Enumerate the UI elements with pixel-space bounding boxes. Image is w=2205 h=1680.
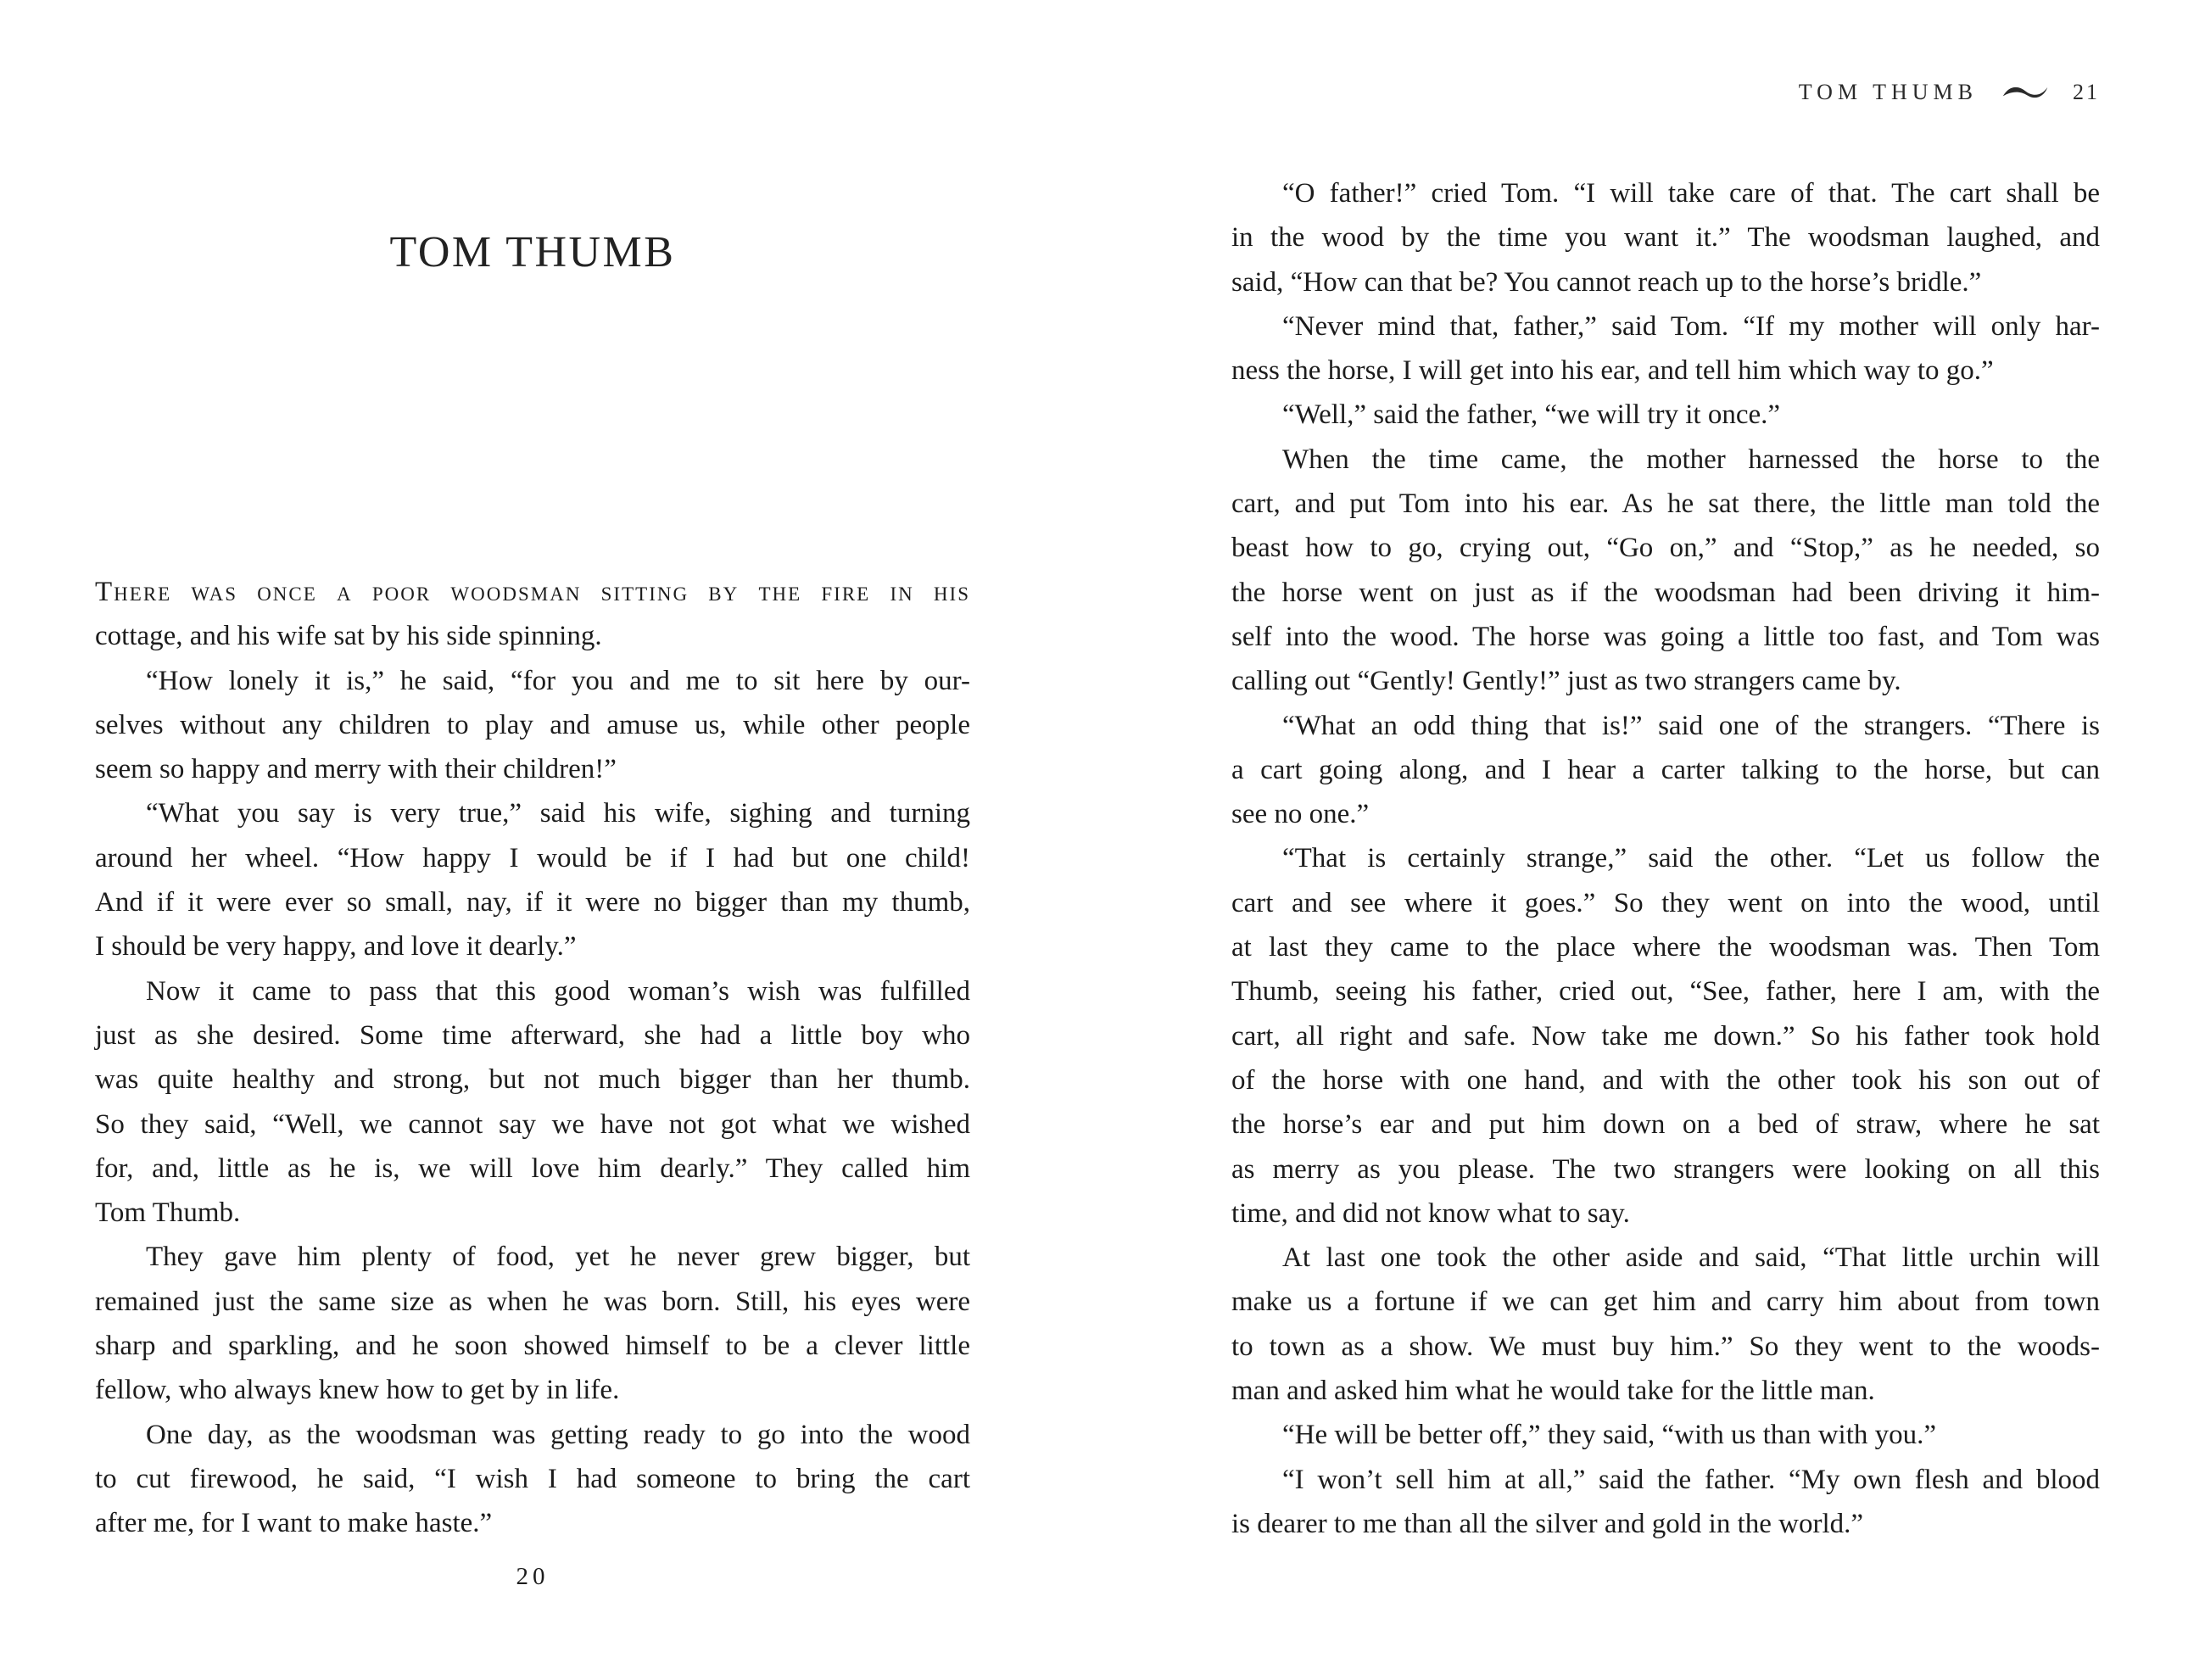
text-line: said, “How can that be? You cannot reach up to the horse’s bridle.” — [1231, 266, 1982, 298]
text-line: cart, and put Tom into his ear. As he sat there, the little man told the — [1231, 488, 2100, 520]
text-line: make us a fortune if we can get him and carry him about from town — [1231, 1287, 2100, 1318]
text-line: the horse’s ear and put him down on a bed of straw, where he sat — [1231, 1109, 2100, 1141]
text-line: “O father!” cried Tom. “I will take care of that. The cart shall be — [1282, 178, 2100, 209]
text-line: At last one took the other aside and said, “That little urchin will — [1282, 1242, 2100, 1274]
text-line: remained just the same size as when he was born. Still, his eyes were — [95, 1286, 970, 1317]
right-page-number: 21 — [2073, 80, 2100, 104]
text-line: in the wood by the time you want it.” The woodsman laughed, and — [1231, 222, 2100, 254]
left-page-number: 20 — [516, 1563, 550, 1590]
text-line: around her wheel. “How happy I would be if I had but one child! — [95, 842, 970, 873]
text-line: Tom Thumb. — [95, 1197, 241, 1229]
text-line: “That is certainly strange,” said the other. “Let us follow the — [1282, 843, 2100, 874]
text-line: sharp and sparkling, and he soon showed himself to be a clever little — [95, 1331, 970, 1362]
text-line: a cart going along, and I hear a carter talking to the horse, but can — [1231, 754, 2100, 785]
page-left — [0, 0, 1102, 1680]
text-line: “How lonely it is,” he said, “for you and me to sit here by our- — [146, 665, 970, 696]
running-title: TOM THUMB — [1798, 80, 1978, 104]
text-line: “He will be better off,” they said, “with us than with you.” — [1282, 1420, 1937, 1451]
page-right — [1102, 0, 2205, 1680]
text-line: They gave him plenty of food, yet he never grew bigger, but — [146, 1242, 970, 1273]
text-line: was quite healthy and strong, but not much bigger than her thumb. — [95, 1064, 970, 1096]
text-line: man and asked him what he would take for the little man. — [1231, 1376, 1875, 1407]
text-line: just as she desired. Some time afterward, she had a little boy who — [95, 1019, 970, 1051]
text-line: time, and did not know what to say. — [1231, 1197, 1630, 1229]
text-line: cart, all right and safe. Now take me down.” So his father took hold — [1231, 1020, 2100, 1052]
text-line: “I won’t sell him at all,” said the father. “My own flesh and blood — [1282, 1464, 2100, 1495]
text-line: as merry as you please. The two strangers were looking on all this — [1231, 1153, 2100, 1185]
text-line: Now it came to pass that this good woman’s wish was fulfilled — [146, 975, 970, 1007]
text-line: selves without any children to play and amuse us, while other people — [95, 709, 970, 740]
text-line: seem so happy and merry with their children!” — [95, 754, 617, 785]
chapter-title: TOM THUMB — [389, 228, 676, 276]
text-line: at last they came to the place where the woodsman was. Then Tom — [1231, 932, 2100, 963]
left-page-text — [95, 570, 970, 1546]
text-line: see no one.” — [1231, 799, 1370, 830]
text-line: cart and see where it goes.” So they went on into the wood, until — [1231, 887, 2100, 918]
text-line: One day, as the woodsman was getting ready to go into the wood — [146, 1419, 970, 1450]
text-line: fellow, who always knew how to get by in life. — [95, 1375, 620, 1406]
text-line: “What you say is very true,” said his wife, sighing and turning — [146, 798, 970, 829]
text-line: is dearer to me than all the silver and gold in the world.” — [1231, 1508, 1864, 1539]
text-line: And if it were ever so small, nay, if it were no bigger than my thumb, — [95, 887, 970, 918]
text-line: for, and, little as he is, we will love him dearly.” They called him — [95, 1153, 970, 1184]
text-line: “Never mind that, father,” said Tom. “If my mother will only har- — [1282, 310, 2100, 342]
text-line: Thumb, seeing his father, cried out, “See, father, here I am, with the — [1231, 976, 2100, 1007]
text-line: the horse went on just as if the woodsman had been driving it him- — [1231, 577, 2100, 608]
swash-ornament-icon — [2001, 84, 2049, 101]
text-line: “Well,” said the father, “we will try it once.” — [1282, 399, 1781, 431]
right-page-text — [1231, 171, 2100, 1546]
text-line: When the time came, the mother harnessed the horse to the — [1282, 444, 2100, 475]
text-line: calling out “Gently! Gently!” just as two strangers came by. — [1231, 666, 1901, 697]
text-line: of the horse with one hand, and with the other took his son out of — [1231, 1064, 2100, 1096]
text-line: to town as a show. We must buy him.” So they went to the woods- — [1231, 1331, 2100, 1362]
text-line: cottage, and his wife sat by his side spinning. — [95, 621, 602, 652]
text-line: So they said, “Well, we cannot say we have not got what we wished — [95, 1108, 970, 1140]
running-header — [1231, 80, 2100, 105]
text-line: to cut firewood, he said, “I wish I had someone to bring the cart — [95, 1463, 970, 1494]
text-line: after me, for I want to make haste.” — [95, 1508, 493, 1539]
text-line: self into the wood. The horse was going a little too fast, and Tom was — [1231, 621, 2100, 652]
text-line: There was once a poor woodsman sitting by the fire in his — [95, 577, 970, 607]
text-line: ness the horse, I will get into his ear, and tell him which way to go.” — [1231, 355, 1994, 387]
text-line: I should be very happy, and love it dearly.” — [95, 931, 577, 963]
text-line: “What an odd thing that is!” said one of the strangers. “There is — [1282, 710, 2100, 741]
text-line: beast how to go, crying out, “Go on,” and “Stop,” as he needed, so — [1231, 533, 2100, 564]
